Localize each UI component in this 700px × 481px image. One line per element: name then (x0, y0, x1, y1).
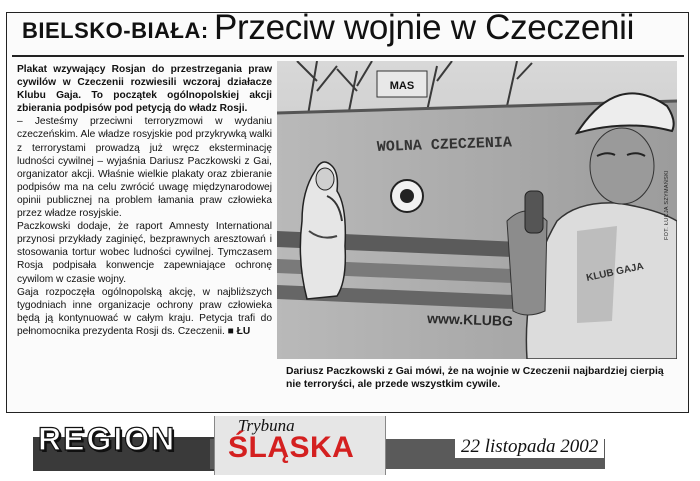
publication-date: 22 listopada 2002 (455, 436, 604, 458)
photo-wall-url: www.KLUBG (426, 310, 514, 329)
masthead-trybuna: Trybuna (238, 416, 295, 435)
photo-illustration (277, 61, 677, 359)
headline: Przeciw wojnie w Czeczenii (214, 8, 635, 47)
article-signature: ■ ŁU (227, 325, 251, 337)
section-label: REGION (38, 421, 177, 457)
news-photo (277, 61, 677, 359)
photo-caption: Dariusz Paczkowski z Gai mówi, że na wojnie w Czeczenii najbardziej cierpią nie terroryści, ale przede wszystkim cywile. (286, 366, 664, 391)
photo-credit: FOT. ŁUCJA SZYMAŃSKI (664, 170, 670, 240)
article-paragraph-2: Paczkowski dodaje, że raport Amnesty International przynosi przykłady zaginięć, bezprawnych aresztowań i stosowania tortur wobec ludności cywilnej. Tymczasem Rosja podpisała konwencje zapewniające ochronę cywilom w czasie wojny. (17, 221, 272, 285)
photo-sign-text: MAS (389, 80, 415, 92)
article-paragraph-3-text: Gaja rozpoczęła ogólnopolską akcję, w najbliższych tygodniach inne organizacje ochrony praw człowieka będą ją kontynuować w całym kraju. Petycja trafi do pełnomocnika prezydenta Rosji ds. Czeczenii. (17, 286, 272, 337)
headline-rule (12, 55, 684, 57)
photo-vest-text: KLUB GAJA (585, 261, 645, 284)
photo-wall-text: WOLNA CZECZENIA (376, 134, 513, 156)
article-body (17, 63, 272, 338)
article-paragraph-3 (17, 286, 272, 338)
kicker: BIELSKO-BIAŁA: (22, 18, 209, 43)
masthead-slaska: ŚLĄSKA (228, 431, 355, 464)
article-lead: Plakat wzywający Rosjan do przestrzegania praw cywilów w Czeczenii rozwiesili wczoraj działacze Klubu Gaja. To początek ogólnopolskiej akcji zbierania podpisów pod petycją do władz Rosji. (17, 64, 272, 115)
article-paragraph-1: – Jesteśmy przeciwni terroryzmowi w wydaniu czeczeńskim. Ale władze rosyjskie pod przykrywką walki z terrorystami prowadzą już wręcz eksterminację ludności cywilnej – wyjaśnia Dariusz Paczkowski z Gai, organizator akcji. Właśnie wielkie plakaty oraz zbieranie podpisów ma na celu zwrócić uwagę międzynarodowej opinii publicznej na problem łamania praw człowieka przez władze rosyjskie. (17, 116, 272, 220)
